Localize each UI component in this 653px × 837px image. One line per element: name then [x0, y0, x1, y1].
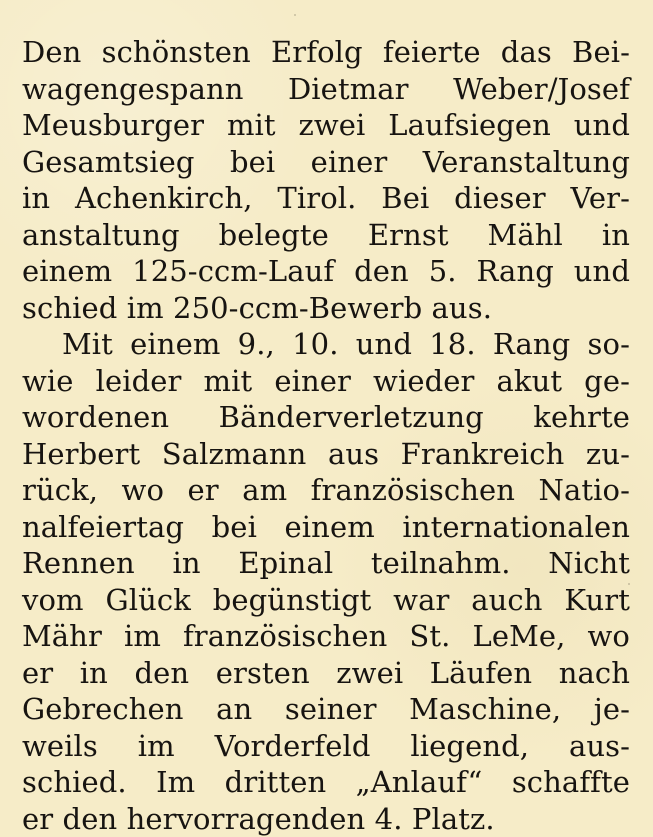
article-text-column [22, 34, 630, 837]
scan-speck [294, 14, 296, 16]
paragraph-2-line-7: Rennen in Epinal teilnahm. Nicht [22, 545, 630, 582]
paragraph-2-line-1: Mit einem 9., 10. und 18. Rang so- [22, 326, 630, 363]
paragraph-2-line-12: weils im Vorderfeld liegend, aus- [22, 728, 630, 765]
paragraph-2-line-9: Mähr im französischen St. LeMe, wo [22, 618, 630, 655]
paragraph-1-line-5: in Achenkirch, Tirol. Bei dieser Ver- [22, 180, 630, 217]
paragraph-1-line-8: schied im 250-ccm-Bewerb aus. [22, 290, 630, 327]
paragraph-2-line-2: wie leider mit einer wieder akut ge- [22, 363, 630, 400]
paragraph-2-line-4: Herbert Salzmann aus Frankreich zu- [22, 436, 630, 473]
paragraph-1-line-1: Den schönsten Erfolg feierte das Bei- [22, 34, 630, 71]
paragraph-2-line-6: nalfeiertag bei einem internationalen [22, 509, 630, 546]
paragraph-2-line-13: schied. Im dritten „Anlauf“ schaffte [22, 764, 630, 801]
paragraph-1-line-3: Meusburger mit zwei Laufsiegen und [22, 107, 630, 144]
paragraph-2-line-14: er den hervorragenden 4. Platz. [22, 801, 630, 837]
paragraph-1-line-2: wagengespann Dietmar Weber/Josef [22, 71, 630, 108]
paragraph-2-line-8: vom Glück begünstigt war auch Kurt [22, 582, 630, 619]
paragraph-1-line-4: Gesamtsieg bei einer Veranstaltung [22, 144, 630, 181]
paragraph-1-line-6: anstaltung belegte Ernst Mähl in [22, 217, 630, 254]
paragraph-2-line-3: wordenen Bänderverletzung kehrte [22, 399, 630, 436]
paragraph-2-line-10: er in den ersten zwei Läufen nach [22, 655, 630, 692]
scan-speck [628, 583, 630, 585]
paragraph-2-line-11: Gebrechen an seiner Maschine, je- [22, 691, 630, 728]
paragraph-1-line-7: einem 125-ccm-Lauf den 5. Rang und [22, 253, 630, 290]
paragraph-2-line-5: rück, wo er am französischen Natio- [22, 472, 630, 509]
